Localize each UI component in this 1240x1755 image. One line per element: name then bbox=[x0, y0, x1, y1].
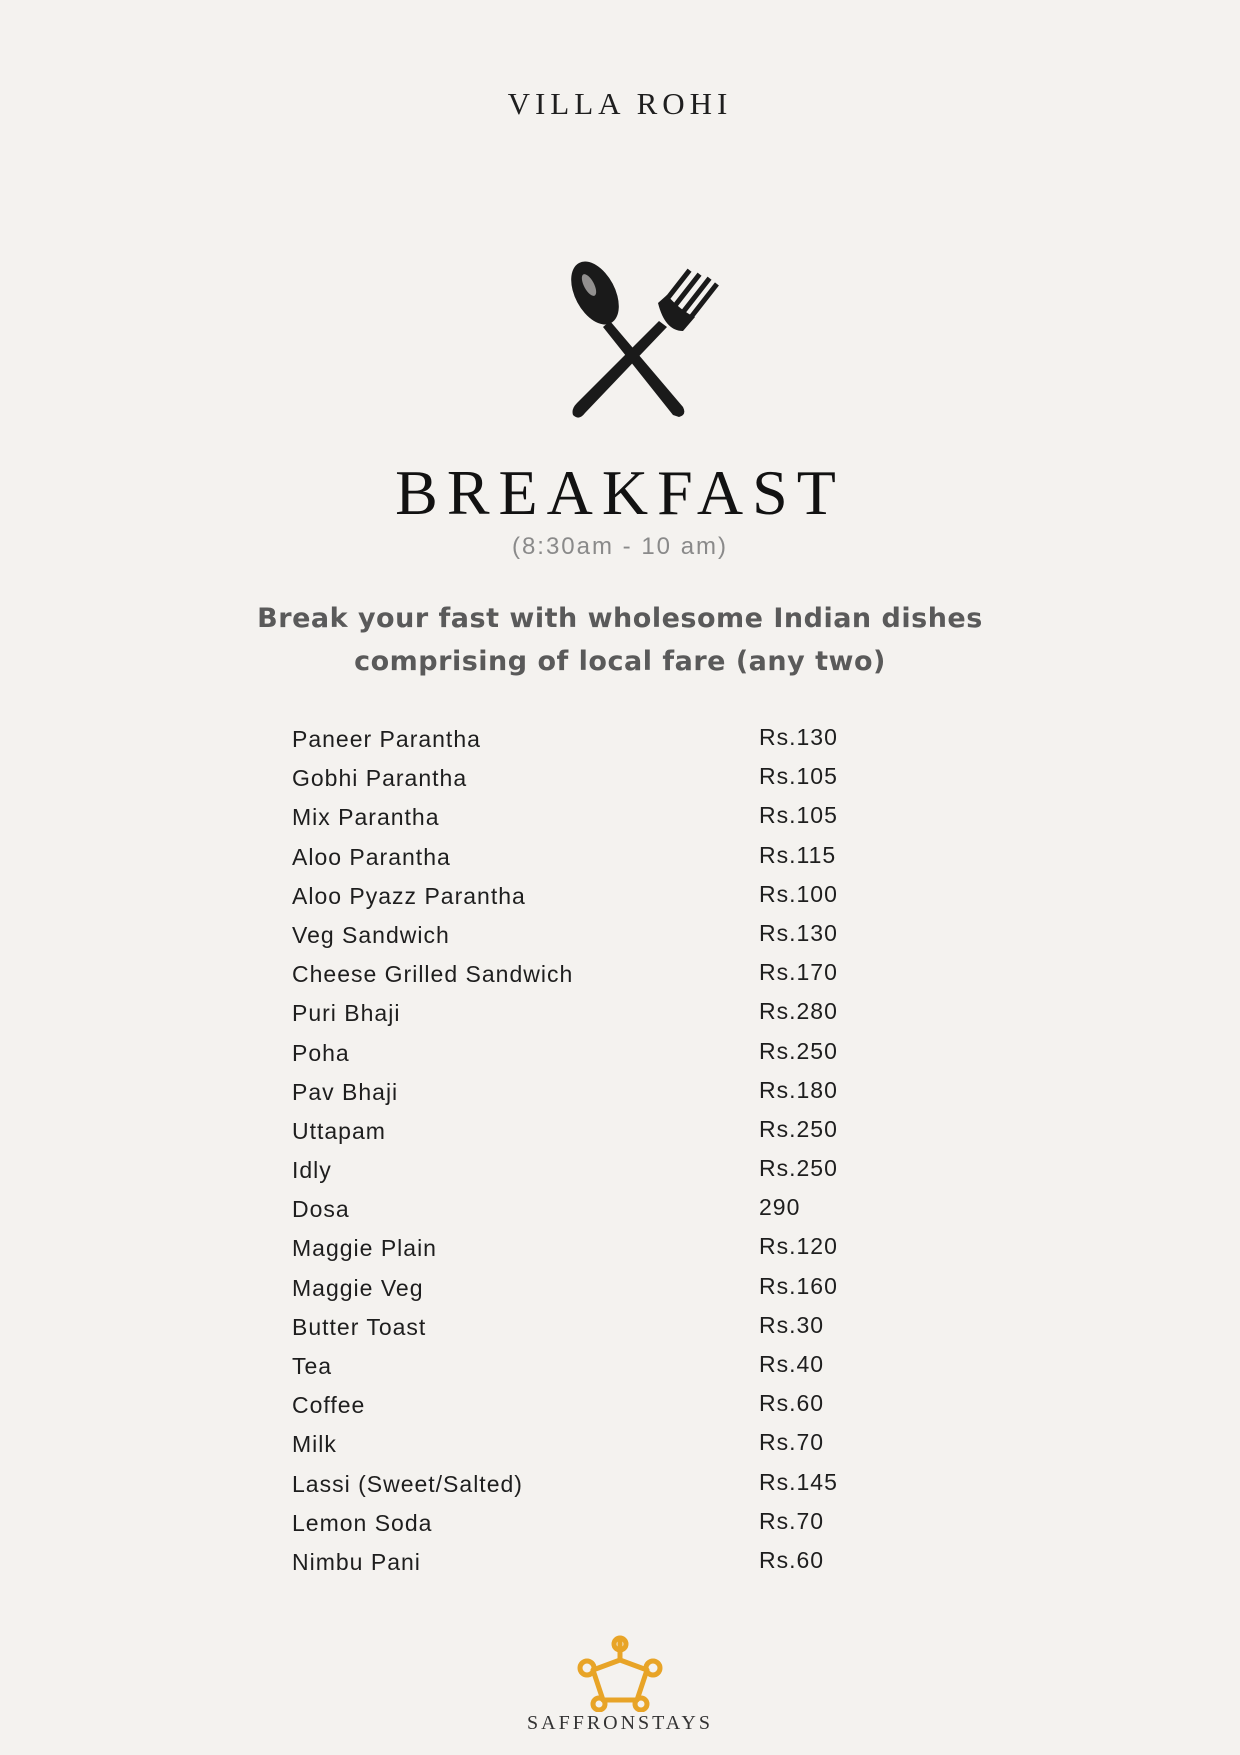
menu-item-price: Rs.250 bbox=[759, 1155, 838, 1182]
menu-item bbox=[292, 994, 912, 1033]
menu-item-price: Rs.70 bbox=[759, 1429, 825, 1456]
section-description: Break your fast with wholesome Indian dishes comprising of local fare (any two) bbox=[257, 603, 983, 677]
menu-item bbox=[292, 1073, 912, 1112]
menu-item-price: Rs.60 bbox=[759, 1546, 825, 1573]
menu-item bbox=[292, 1543, 912, 1582]
menu-item bbox=[292, 1112, 912, 1151]
menu-item-price: Rs.105 bbox=[759, 763, 838, 790]
saffronstays-logo-icon bbox=[575, 1632, 665, 1712]
menu-item-price: Rs.40 bbox=[759, 1351, 825, 1377]
section-title: BREAKFAST bbox=[395, 457, 845, 528]
menu-item-price: Rs.30 bbox=[759, 1311, 825, 1338]
menu-item-name: Aloo Pyazz Parantha bbox=[292, 882, 526, 909]
menu-item-price: Rs.100 bbox=[759, 880, 838, 907]
section-hours: (8:30am - 10 am) bbox=[511, 533, 729, 560]
menu-item bbox=[292, 1269, 912, 1308]
menu-item-name: Idly bbox=[292, 1157, 332, 1184]
menu-item bbox=[292, 720, 912, 759]
menu-item bbox=[292, 1465, 912, 1504]
menu-item-price: Rs.60 bbox=[759, 1390, 825, 1417]
menu-item bbox=[292, 1034, 912, 1073]
menu-item-price: Rs.145 bbox=[759, 1468, 838, 1495]
menu-item-price: Rs.280 bbox=[759, 998, 838, 1025]
menu-item-name: Veg Sandwich bbox=[292, 921, 450, 948]
menu-item bbox=[292, 877, 912, 916]
menu-item-price: Rs.180 bbox=[759, 1076, 838, 1103]
menu-item bbox=[292, 1386, 912, 1425]
menu-list bbox=[292, 720, 912, 1582]
menu-item-name: Tea bbox=[292, 1353, 333, 1379]
menu-item-name: Lassi (Sweet/Salted) bbox=[292, 1470, 523, 1497]
menu-item bbox=[292, 838, 912, 877]
menu-item-name: Cheese Grilled Sandwich bbox=[292, 961, 574, 988]
menu-item-name: Butter Toast bbox=[292, 1313, 427, 1340]
menu-item-name: Coffee bbox=[292, 1392, 366, 1419]
menu-item-name: Dosa bbox=[292, 1196, 350, 1223]
menu-item bbox=[292, 1308, 912, 1347]
menu-item-name: Gobhi Parantha bbox=[292, 765, 468, 792]
menu-item bbox=[292, 759, 912, 798]
menu-item-name: Puri Bhaji bbox=[292, 1000, 401, 1027]
menu-item-price: Rs.70 bbox=[759, 1507, 825, 1534]
menu-item-price: Rs.130 bbox=[759, 919, 838, 946]
menu-item-name: Uttapam bbox=[292, 1117, 386, 1144]
brand-title: VILLA ROHI bbox=[507, 86, 733, 121]
menu-item-name: Poha bbox=[292, 1039, 350, 1066]
menu-item-name: Lemon Soda bbox=[292, 1509, 433, 1536]
menu-item-name: Aloo Parantha bbox=[292, 843, 451, 870]
menu-item bbox=[292, 798, 912, 837]
footer-brand: SAFFRONSTAYS bbox=[527, 1712, 713, 1734]
menu-item bbox=[292, 1504, 912, 1543]
menu-item-price: Rs.120 bbox=[759, 1233, 838, 1260]
fork-and-spoon-icon bbox=[555, 255, 730, 425]
menu-item-price: Rs.250 bbox=[759, 1037, 838, 1064]
menu-item bbox=[292, 1190, 912, 1229]
menu-item bbox=[292, 1425, 912, 1464]
menu-item-name: Paneer Parantha bbox=[292, 726, 481, 752]
menu-item-name: Maggie Plain bbox=[292, 1235, 437, 1262]
menu-item-price: Rs.105 bbox=[759, 802, 838, 829]
menu-item-name: Pav Bhaji bbox=[292, 1078, 399, 1105]
menu-item-name: Maggie Veg bbox=[292, 1274, 424, 1301]
menu-item-price: Rs.170 bbox=[759, 959, 838, 986]
menu-item-name: Mix Parantha bbox=[292, 804, 440, 831]
menu-item bbox=[292, 916, 912, 955]
menu-item bbox=[292, 1151, 912, 1190]
menu-item-price: Rs.130 bbox=[759, 724, 838, 750]
menu-item-price: Rs.250 bbox=[759, 1115, 838, 1142]
menu-item-name: Milk bbox=[292, 1431, 337, 1458]
menu-item-price: Rs.115 bbox=[759, 841, 837, 868]
menu-item bbox=[292, 955, 912, 994]
menu-item-price: Rs.160 bbox=[759, 1272, 838, 1299]
menu-item-name: Nimbu Pani bbox=[292, 1548, 421, 1575]
menu-item-price: 290 bbox=[759, 1194, 801, 1221]
menu-item bbox=[292, 1347, 912, 1386]
menu-item bbox=[292, 1229, 912, 1268]
